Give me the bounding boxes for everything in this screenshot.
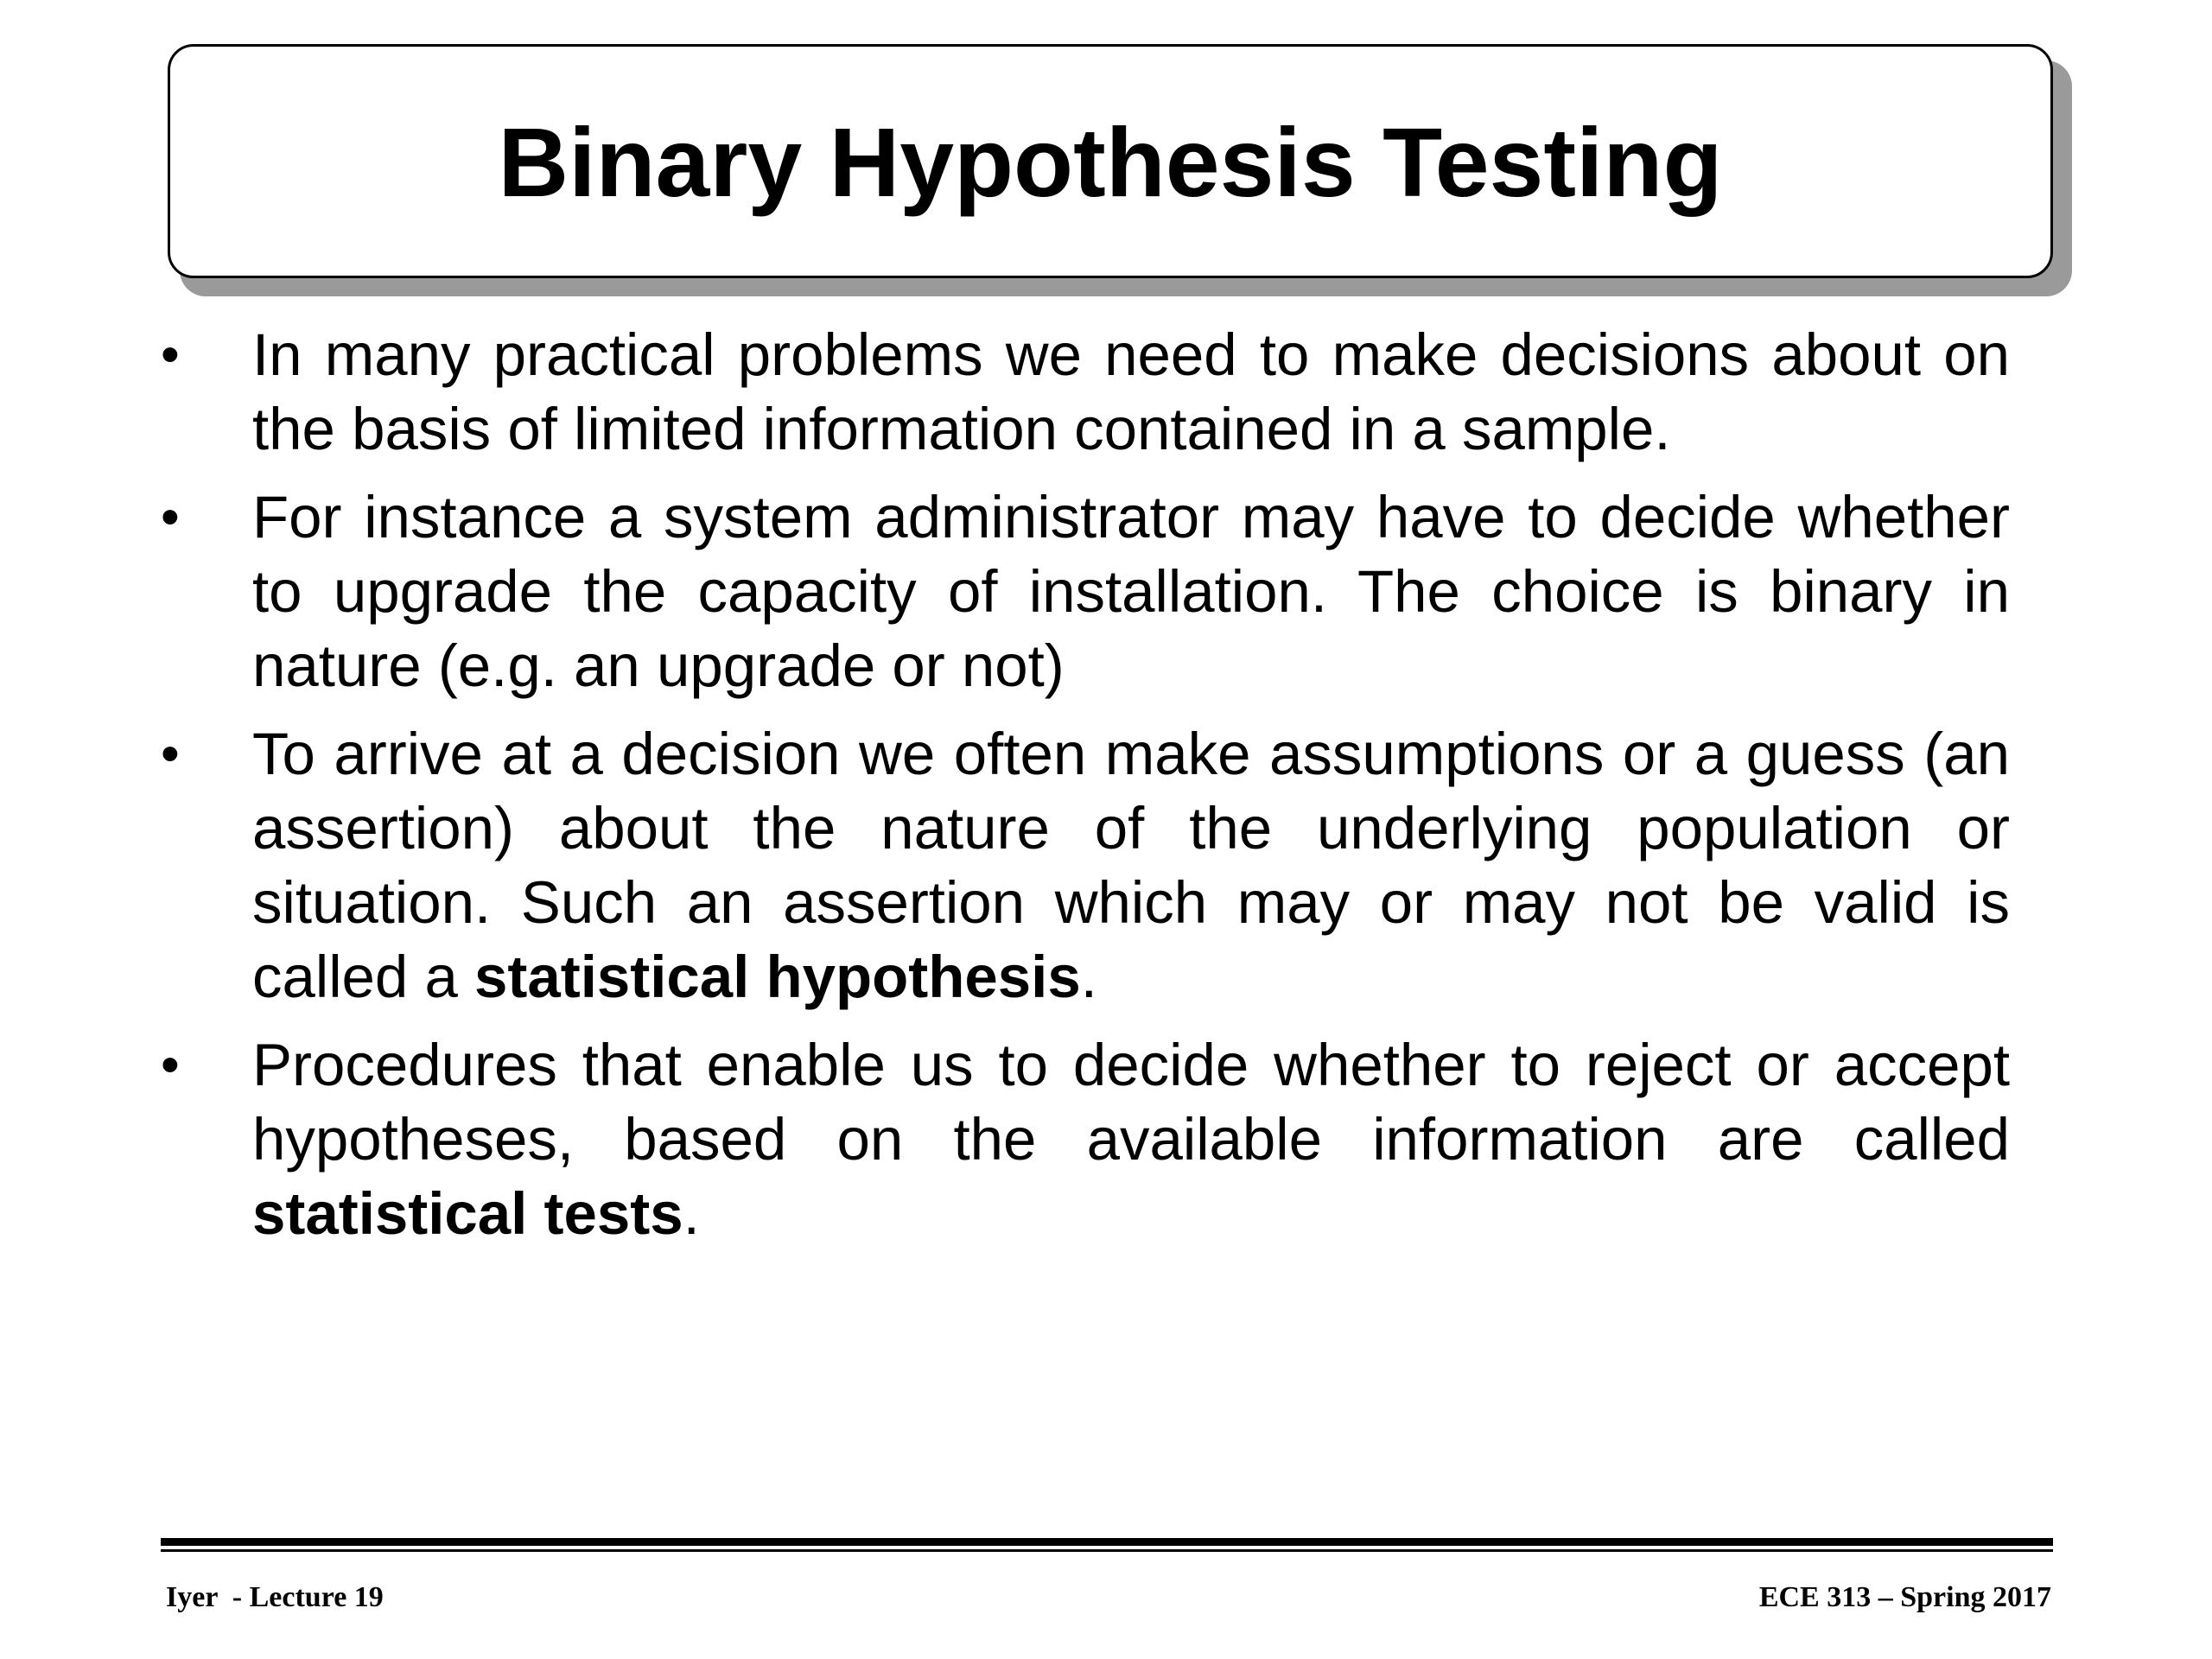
bullet-text-segment: .	[1080, 944, 1097, 1010]
slide-title: Binary Hypothesis Testing	[498, 107, 1723, 217]
bullet-marker: •	[161, 724, 180, 784]
bullet-text-segment: In many practical problems we need to make decisions about on the basis of limited information contained in a sample.	[252, 321, 2010, 462]
footer-rule-thin	[161, 1549, 2053, 1552]
footer-rule-thick	[161, 1538, 2053, 1546]
bullet-list	[161, 318, 2010, 1265]
bullet-text	[252, 717, 2010, 1014]
bullet-text	[252, 480, 2010, 703]
bullet-text	[252, 318, 2010, 467]
bullet-item	[161, 1028, 2010, 1251]
bullet-marker: •	[161, 487, 180, 547]
footer-lecture-label: Iyer - Lecture 19	[166, 1581, 384, 1613]
title-box	[168, 44, 2053, 278]
bullet-text	[252, 1028, 2010, 1251]
bullet-text-segment: .	[683, 1180, 700, 1247]
bold-term: statistical tests	[252, 1180, 683, 1247]
bullet-text-segment: To arrive at a decision we often make assumptions or a guess (an assertion) about the nature of the underlying population or situation. Such an assertion which may or may not be valid is called a	[252, 721, 2010, 1010]
footer-course-label: ECE 313 – Spring 2017	[1758, 1581, 2051, 1613]
bullet-text-segment: For instance a system administrator may have to decide whether to upgrade the capacity of installation. The choice is binary in nature (e.g. an upgrade or not)	[252, 484, 2010, 699]
bullet-text-segment: Procedures that enable us to decide whether to reject or accept hypotheses, based on the available information are called	[252, 1032, 2010, 1173]
bold-term: statistical hypothesis	[474, 944, 1081, 1010]
bullet-item	[161, 318, 2010, 467]
bullet-item	[161, 480, 2010, 703]
bullet-marker: •	[161, 1035, 180, 1095]
bullet-item	[161, 717, 2010, 1014]
bullet-marker: •	[161, 325, 180, 385]
